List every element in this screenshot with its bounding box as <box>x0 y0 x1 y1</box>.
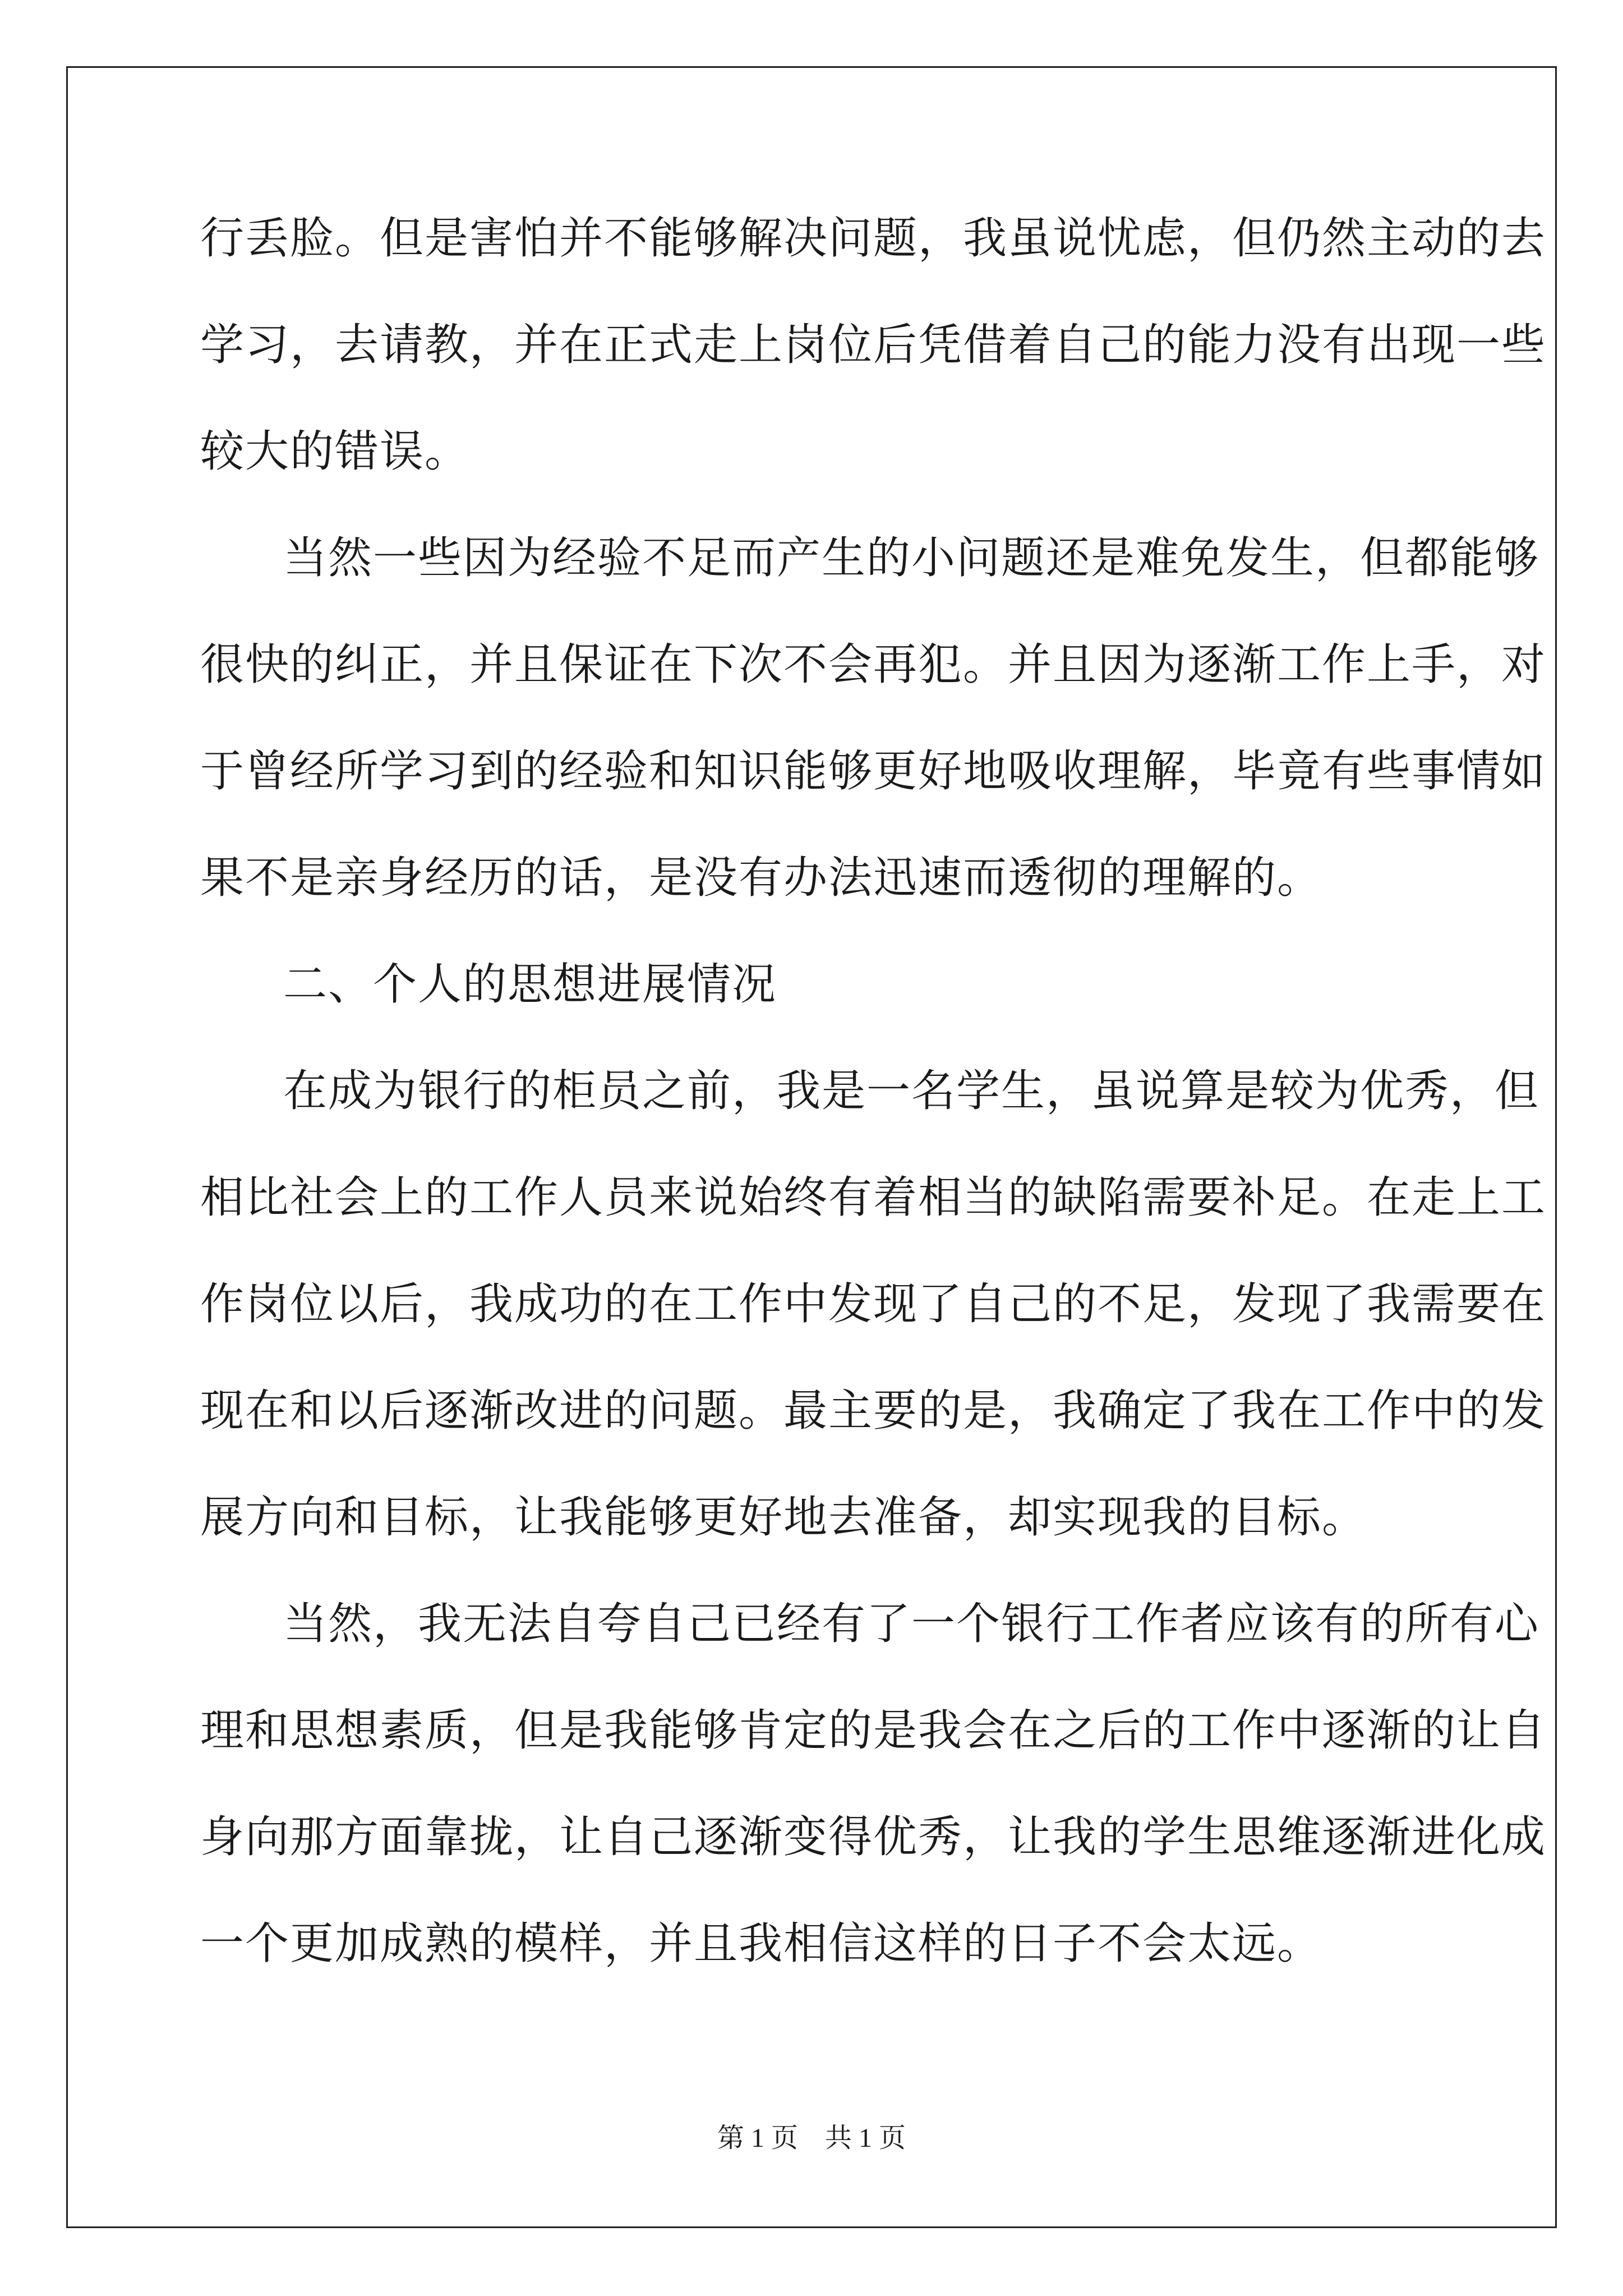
text-line: 较大的错误。 <box>200 426 470 477</box>
paragraph-first-line: 当然，我无法自夸自己已经有了一个银行工作者应该有的所有心 <box>283 1599 1540 1649</box>
text-line: 学习，去请教，并在正式走上岗位后凭借着自己的能力没有出现一些 <box>200 320 1547 370</box>
text-line: 一个更加成熟的模样，并且我相信这样的日子不会太远。 <box>200 1918 1322 1969</box>
document-body <box>200 210 1547 2022</box>
text-line: 展方向和目标，让我能够更好地去准备，却实现我的目标。 <box>200 1492 1367 1543</box>
text-line: 作岗位以后，我成功的在工作中发现了自己的不足，发现了我需要在 <box>200 1279 1547 1329</box>
page-number-footer: 第 1 页 共 1 页 <box>717 2123 906 2153</box>
text-line: 理和思想素质，但是我能够肯定的是我会在之后的工作中逐渐的让自 <box>200 1705 1547 1756</box>
text-line: 身向那方面靠拢，让自己逐渐变得优秀，让我的学生思维逐渐进化成 <box>200 1812 1547 1862</box>
text-line: 于曾经所学习到的经验和知识能够更好地吸收理解，毕竟有些事情如 <box>200 746 1547 797</box>
text-line: 行丢脸。但是害怕并不能够解决问题，我虽说忧虑，但仍然主动的去 <box>200 213 1547 264</box>
paragraph-first-line: 在成为银行的柜员之前，我是一名学生，虽说算是较为优秀，但 <box>283 1066 1540 1116</box>
text-line: 果不是亲身经历的话，是没有办法迅速而透彻的理解的。 <box>200 853 1322 903</box>
section-heading: 二、个人的思想进展情况 <box>283 959 777 1010</box>
text-line: 很快的纠正，并且保证在下次不会再犯。并且因为逐渐工作上手，对 <box>200 639 1547 690</box>
text-line: 相比社会上的工作人员来说始终有着相当的缺陷需要补足。在走上工 <box>200 1172 1547 1223</box>
paragraph-first-line: 当然一些因为经验不足而产生的小问题还是难免发生，但都能够 <box>283 533 1540 583</box>
text-line: 现在和以后逐渐改进的问题。最主要的是，我确定了我在工作中的发 <box>200 1386 1547 1436</box>
